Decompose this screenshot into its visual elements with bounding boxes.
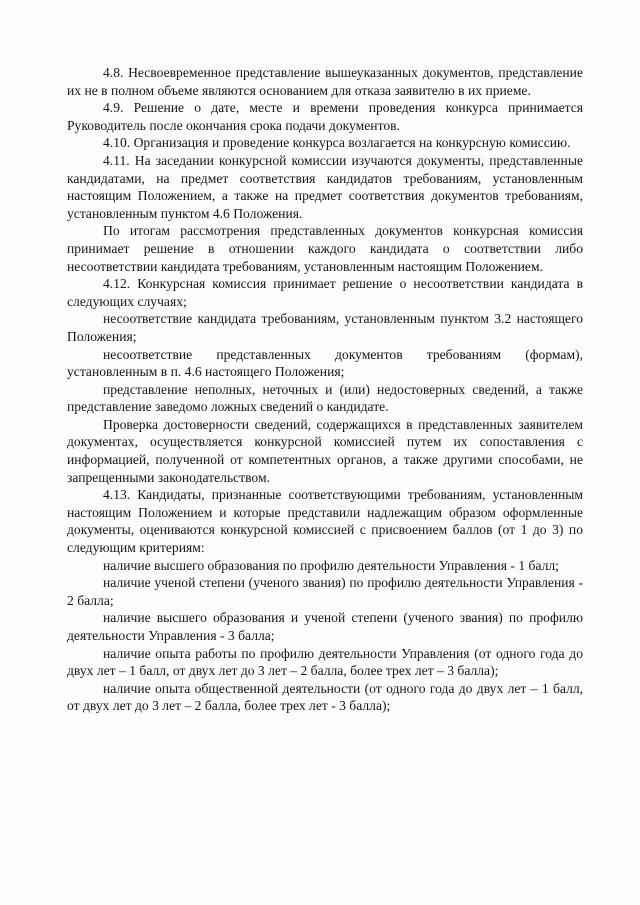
document-body	[67, 64, 583, 715]
list-item-higher-education: наличие высшего образования по профилю деятельности Управления - 1 балл;	[103, 557, 559, 573]
list-item-education-and-degree: наличие высшего образования и ученой степени (ученого звания) по профилю деятельности Управления - 3 балла;	[67, 610, 583, 643]
list-item-work-experience: наличие опыта работы по профилю деятельности Управления (от одного года до двух лет – 1 балл, от двух лет до 3 лет – 2 балла, более трех лет – 3 балла);	[67, 645, 583, 679]
list-item-academic-degree: наличие ученой степени (ученого звания) по профилю деятельности Управления - 2 балла;	[67, 575, 583, 608]
paragraph-4-10: 4.10. Организация и проведение конкурса возлагается на конкурсную комиссию.	[103, 135, 571, 151]
list-item-incomplete-information: представление неполных, неточных и (или) недостоверных сведений, а также представление заведомо ложных сведений о кандидате.	[67, 381, 583, 415]
paragraph-4-8: 4.8. Несвоевременное представление вышеуказанных документов, представление их не в полном объеме являются основанием для отказа заявителю в их приеме.	[67, 65, 583, 98]
paragraph-4-12: 4.12. Конкурсная комиссия принимает решение о несоответствии кандидата в следующих случаях;	[67, 276, 583, 309]
paragraph-verification: Проверка достоверности сведений, содержащихся в представленных заявителем документах, осуществляется конкурсной комиссией путем их сопоставления с информацией, полученной от компетентных органов, а также другими способами, не запрещенными законодательством.	[67, 416, 583, 485]
paragraph-4-9: 4.9. Решение о дате, месте и времени проведения конкурса принимается Руководитель после окончания срока подачи документов.	[67, 100, 583, 133]
paragraph-4-13: 4.13. Кандидаты, признанные соответствующими требованиям, установленным настоящим Положением и которые представили надлежащим образом оформленные документы, оцениваются конкурсной комиссией с присвоением баллов (от 1 до 3) по следующим критериям:	[67, 487, 583, 556]
list-item-nonconformity-documents: несоответствие представленных документов требованиям (формам), установленным в п. 4.6 настоящего Положения;	[67, 346, 583, 380]
list-item-nonconformity-candidate: несоответствие кандидата требованиям, установленным пунктом 3.2 настоящего Положения;	[67, 311, 583, 344]
paragraph-4-11: 4.11. На заседании конкурсной комиссии изучаются документы, представленные кандидатами, на предмет соответствия кандидатов требованиям, установленным настоящим Положением, а также на предмет соответствия документов требованиям, установленным пунктом 4.6 Положения.	[67, 152, 583, 221]
paragraph-review-results: По итогам рассмотрения представленных документов конкурсная комиссия принимает решение в отношении каждого кандидата о соответствии либо несоответствии кандидата требованиям, установленным настоящим Положением.	[67, 223, 583, 274]
list-item-public-activity: наличие опыта общественной деятельности (от одного года до двух лет – 1 балл, от двух лет до 3 лет – 2 балла, более трех лет - 3 балла);	[67, 680, 583, 714]
